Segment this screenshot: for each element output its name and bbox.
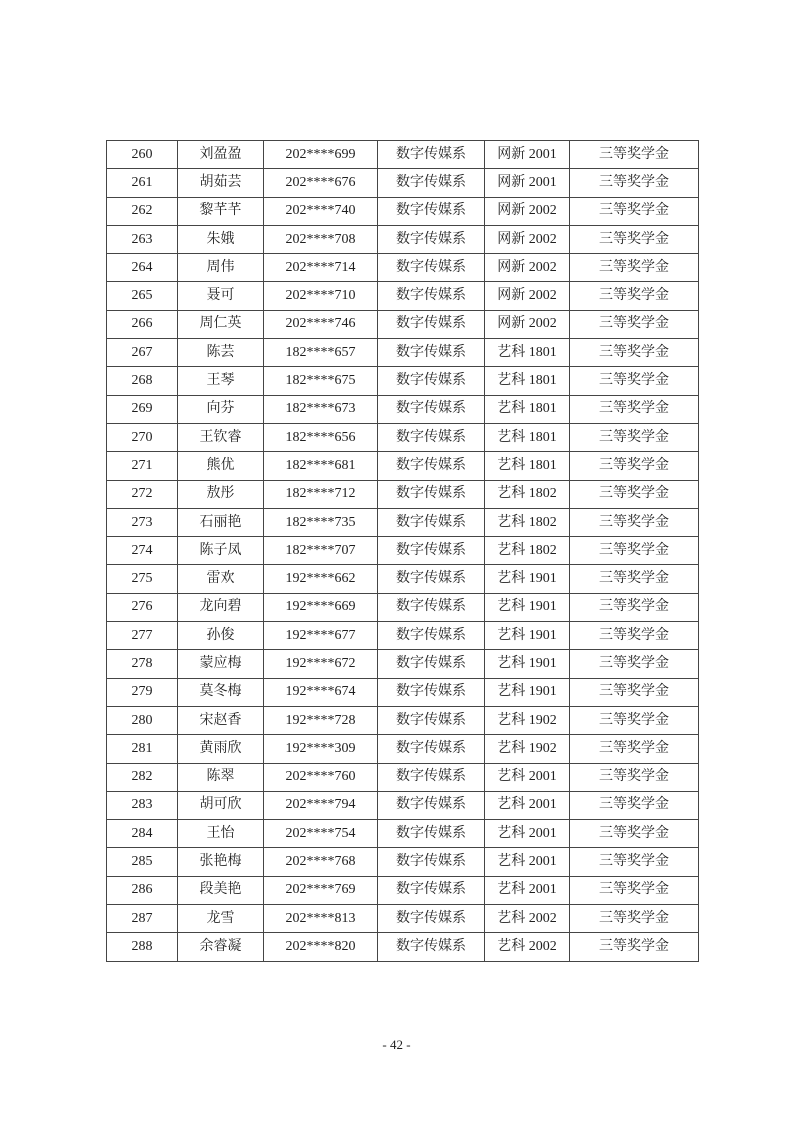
cell-award: 三等奖学金 (570, 169, 699, 197)
cell-student-id: 202****820 (264, 933, 378, 961)
cell-department: 数字传媒系 (378, 565, 485, 593)
cell-student-id: 202****676 (264, 169, 378, 197)
cell-serial-number: 270 (107, 423, 178, 451)
cell-department: 数字传媒系 (378, 650, 485, 678)
cell-student-id: 202****699 (264, 141, 378, 169)
cell-department: 数字传媒系 (378, 706, 485, 734)
cell-student-name: 胡茹芸 (178, 169, 264, 197)
cell-department: 数字传媒系 (378, 225, 485, 253)
cell-award: 三等奖学金 (570, 282, 699, 310)
cell-class-name: 艺科 1902 (485, 706, 570, 734)
cell-student-name: 陈芸 (178, 339, 264, 367)
cell-award: 三等奖学金 (570, 537, 699, 565)
cell-serial-number: 266 (107, 310, 178, 338)
cell-serial-number: 285 (107, 848, 178, 876)
cell-class-name: 艺科 1901 (485, 593, 570, 621)
cell-department: 数字传媒系 (378, 593, 485, 621)
cell-serial-number: 274 (107, 537, 178, 565)
cell-serial-number: 286 (107, 876, 178, 904)
cell-student-name: 敖彤 (178, 480, 264, 508)
cell-class-name: 艺科 1801 (485, 339, 570, 367)
cell-serial-number: 269 (107, 395, 178, 423)
cell-student-id: 182****656 (264, 423, 378, 451)
cell-class-name: 艺科 1802 (485, 480, 570, 508)
cell-department: 数字传媒系 (378, 537, 485, 565)
cell-serial-number: 288 (107, 933, 178, 961)
cell-department: 数字传媒系 (378, 820, 485, 848)
cell-serial-number: 273 (107, 508, 178, 536)
cell-student-name: 蒙应梅 (178, 650, 264, 678)
cell-student-id: 202****760 (264, 763, 378, 791)
cell-student-name: 周仁英 (178, 310, 264, 338)
cell-serial-number: 276 (107, 593, 178, 621)
table-row (107, 310, 699, 338)
cell-student-name: 朱娥 (178, 225, 264, 253)
cell-student-name: 熊优 (178, 452, 264, 480)
cell-student-id: 202****768 (264, 848, 378, 876)
cell-award: 三等奖学金 (570, 339, 699, 367)
cell-serial-number: 267 (107, 339, 178, 367)
cell-award: 三等奖学金 (570, 593, 699, 621)
cell-serial-number: 281 (107, 735, 178, 763)
cell-student-id: 202****746 (264, 310, 378, 338)
cell-class-name: 网新 2002 (485, 254, 570, 282)
table-row (107, 452, 699, 480)
cell-award: 三等奖学金 (570, 254, 699, 282)
cell-student-id: 182****673 (264, 395, 378, 423)
cell-award: 三等奖学金 (570, 508, 699, 536)
cell-student-id: 202****740 (264, 197, 378, 225)
table-row (107, 395, 699, 423)
cell-student-name: 王琴 (178, 367, 264, 395)
table-row (107, 141, 699, 169)
cell-class-name: 艺科 1802 (485, 508, 570, 536)
cell-department: 数字传媒系 (378, 254, 485, 282)
table-row (107, 876, 699, 904)
table-row (107, 565, 699, 593)
cell-serial-number: 282 (107, 763, 178, 791)
table-row (107, 197, 699, 225)
table-row (107, 508, 699, 536)
cell-department: 数字传媒系 (378, 395, 485, 423)
cell-class-name: 网新 2002 (485, 282, 570, 310)
cell-award: 三等奖学金 (570, 820, 699, 848)
table-row (107, 169, 699, 197)
cell-department: 数字传媒系 (378, 452, 485, 480)
cell-student-name: 莫冬梅 (178, 678, 264, 706)
cell-student-id: 182****707 (264, 537, 378, 565)
cell-department: 数字传媒系 (378, 423, 485, 451)
cell-department: 数字传媒系 (378, 310, 485, 338)
table-row (107, 848, 699, 876)
cell-department: 数字传媒系 (378, 339, 485, 367)
cell-class-name: 艺科 2002 (485, 933, 570, 961)
cell-award: 三等奖学金 (570, 452, 699, 480)
cell-student-id: 182****675 (264, 367, 378, 395)
cell-student-id: 202****708 (264, 225, 378, 253)
cell-serial-number: 263 (107, 225, 178, 253)
cell-serial-number: 262 (107, 197, 178, 225)
cell-class-name: 艺科 2001 (485, 848, 570, 876)
cell-student-id: 182****681 (264, 452, 378, 480)
cell-class-name: 网新 2002 (485, 225, 570, 253)
cell-serial-number: 284 (107, 820, 178, 848)
table-row (107, 367, 699, 395)
cell-student-id: 192****669 (264, 593, 378, 621)
table-row (107, 225, 699, 253)
cell-student-name: 雷欢 (178, 565, 264, 593)
cell-award: 三等奖学金 (570, 763, 699, 791)
cell-serial-number: 287 (107, 905, 178, 933)
cell-department: 数字传媒系 (378, 763, 485, 791)
table-row (107, 282, 699, 310)
cell-student-name: 陈子凤 (178, 537, 264, 565)
cell-class-name: 艺科 2001 (485, 876, 570, 904)
cell-student-name: 宋赵香 (178, 706, 264, 734)
cell-student-name: 聂可 (178, 282, 264, 310)
cell-serial-number: 279 (107, 678, 178, 706)
cell-award: 三等奖学金 (570, 310, 699, 338)
cell-class-name: 艺科 1902 (485, 735, 570, 763)
cell-class-name: 艺科 1802 (485, 537, 570, 565)
cell-class-name: 艺科 2001 (485, 791, 570, 819)
cell-student-name: 刘盈盈 (178, 141, 264, 169)
table-row (107, 791, 699, 819)
cell-student-name: 龙雪 (178, 905, 264, 933)
cell-award: 三等奖学金 (570, 905, 699, 933)
cell-student-name: 黎芊芊 (178, 197, 264, 225)
cell-class-name: 艺科 2002 (485, 905, 570, 933)
cell-student-id: 202****710 (264, 282, 378, 310)
cell-student-id: 192****672 (264, 650, 378, 678)
cell-class-name: 艺科 1901 (485, 565, 570, 593)
table-row (107, 678, 699, 706)
cell-student-id: 182****657 (264, 339, 378, 367)
cell-award: 三等奖学金 (570, 367, 699, 395)
cell-department: 数字传媒系 (378, 848, 485, 876)
cell-class-name: 网新 2001 (485, 169, 570, 197)
cell-student-id: 192****662 (264, 565, 378, 593)
cell-serial-number: 265 (107, 282, 178, 310)
cell-student-id: 192****309 (264, 735, 378, 763)
table-row (107, 763, 699, 791)
cell-student-name: 周伟 (178, 254, 264, 282)
cell-student-name: 孙俊 (178, 622, 264, 650)
cell-class-name: 艺科 1901 (485, 650, 570, 678)
cell-serial-number: 283 (107, 791, 178, 819)
cell-student-name: 龙向碧 (178, 593, 264, 621)
cell-serial-number: 280 (107, 706, 178, 734)
table-row (107, 622, 699, 650)
cell-department: 数字传媒系 (378, 282, 485, 310)
cell-award: 三等奖学金 (570, 933, 699, 961)
cell-serial-number: 278 (107, 650, 178, 678)
cell-award: 三等奖学金 (570, 197, 699, 225)
cell-serial-number: 272 (107, 480, 178, 508)
cell-department: 数字传媒系 (378, 678, 485, 706)
cell-award: 三等奖学金 (570, 622, 699, 650)
table-row (107, 706, 699, 734)
cell-department: 数字传媒系 (378, 197, 485, 225)
cell-student-id: 202****714 (264, 254, 378, 282)
cell-class-name: 艺科 1801 (485, 452, 570, 480)
cell-serial-number: 275 (107, 565, 178, 593)
cell-department: 数字传媒系 (378, 508, 485, 536)
cell-serial-number: 277 (107, 622, 178, 650)
table-row (107, 905, 699, 933)
table-row (107, 423, 699, 451)
scholarship-table-body (107, 141, 699, 962)
table-row (107, 339, 699, 367)
cell-award: 三等奖学金 (570, 848, 699, 876)
cell-student-name: 余睿凝 (178, 933, 264, 961)
cell-award: 三等奖学金 (570, 565, 699, 593)
cell-class-name: 艺科 2001 (485, 763, 570, 791)
cell-serial-number: 268 (107, 367, 178, 395)
cell-award: 三等奖学金 (570, 791, 699, 819)
cell-student-id: 192****677 (264, 622, 378, 650)
cell-award: 三等奖学金 (570, 395, 699, 423)
table-row (107, 593, 699, 621)
cell-department: 数字传媒系 (378, 141, 485, 169)
cell-student-id: 182****735 (264, 508, 378, 536)
cell-class-name: 艺科 1801 (485, 395, 570, 423)
cell-department: 数字传媒系 (378, 735, 485, 763)
cell-student-name: 胡可欣 (178, 791, 264, 819)
cell-award: 三等奖学金 (570, 225, 699, 253)
cell-class-name: 艺科 1901 (485, 678, 570, 706)
table-row (107, 735, 699, 763)
cell-award: 三等奖学金 (570, 141, 699, 169)
cell-serial-number: 261 (107, 169, 178, 197)
cell-student-id: 202****769 (264, 876, 378, 904)
table-row (107, 254, 699, 282)
cell-award: 三等奖学金 (570, 480, 699, 508)
cell-department: 数字传媒系 (378, 622, 485, 650)
table-row (107, 480, 699, 508)
cell-department: 数字传媒系 (378, 169, 485, 197)
cell-serial-number: 271 (107, 452, 178, 480)
cell-award: 三等奖学金 (570, 706, 699, 734)
cell-department: 数字传媒系 (378, 791, 485, 819)
cell-department: 数字传媒系 (378, 905, 485, 933)
cell-serial-number: 264 (107, 254, 178, 282)
table-row (107, 650, 699, 678)
cell-student-id: 192****728 (264, 706, 378, 734)
cell-student-name: 王怡 (178, 820, 264, 848)
cell-class-name: 艺科 1801 (485, 423, 570, 451)
cell-student-id: 182****712 (264, 480, 378, 508)
cell-class-name: 网新 2001 (485, 141, 570, 169)
cell-student-name: 陈翠 (178, 763, 264, 791)
cell-award: 三等奖学金 (570, 735, 699, 763)
cell-department: 数字传媒系 (378, 876, 485, 904)
cell-class-name: 艺科 1901 (485, 622, 570, 650)
cell-student-name: 黄雨欣 (178, 735, 264, 763)
cell-class-name: 网新 2002 (485, 310, 570, 338)
table-row (107, 933, 699, 961)
cell-student-id: 202****813 (264, 905, 378, 933)
scholarship-table (106, 140, 699, 962)
cell-award: 三等奖学金 (570, 423, 699, 451)
cell-department: 数字传媒系 (378, 367, 485, 395)
cell-student-id: 202****794 (264, 791, 378, 819)
cell-student-id: 202****754 (264, 820, 378, 848)
cell-student-name: 向芬 (178, 395, 264, 423)
cell-award: 三等奖学金 (570, 678, 699, 706)
page-number: - 42 - (382, 1037, 411, 1052)
cell-class-name: 网新 2002 (485, 197, 570, 225)
table-row (107, 537, 699, 565)
cell-student-name: 石丽艳 (178, 508, 264, 536)
cell-award: 三等奖学金 (570, 650, 699, 678)
cell-department: 数字传媒系 (378, 480, 485, 508)
table-row (107, 820, 699, 848)
cell-student-id: 192****674 (264, 678, 378, 706)
cell-class-name: 艺科 2001 (485, 820, 570, 848)
cell-student-name: 张艳梅 (178, 848, 264, 876)
cell-serial-number: 260 (107, 141, 178, 169)
cell-student-name: 段美艳 (178, 876, 264, 904)
cell-department: 数字传媒系 (378, 933, 485, 961)
cell-class-name: 艺科 1801 (485, 367, 570, 395)
cell-student-name: 王钦睿 (178, 423, 264, 451)
cell-award: 三等奖学金 (570, 876, 699, 904)
